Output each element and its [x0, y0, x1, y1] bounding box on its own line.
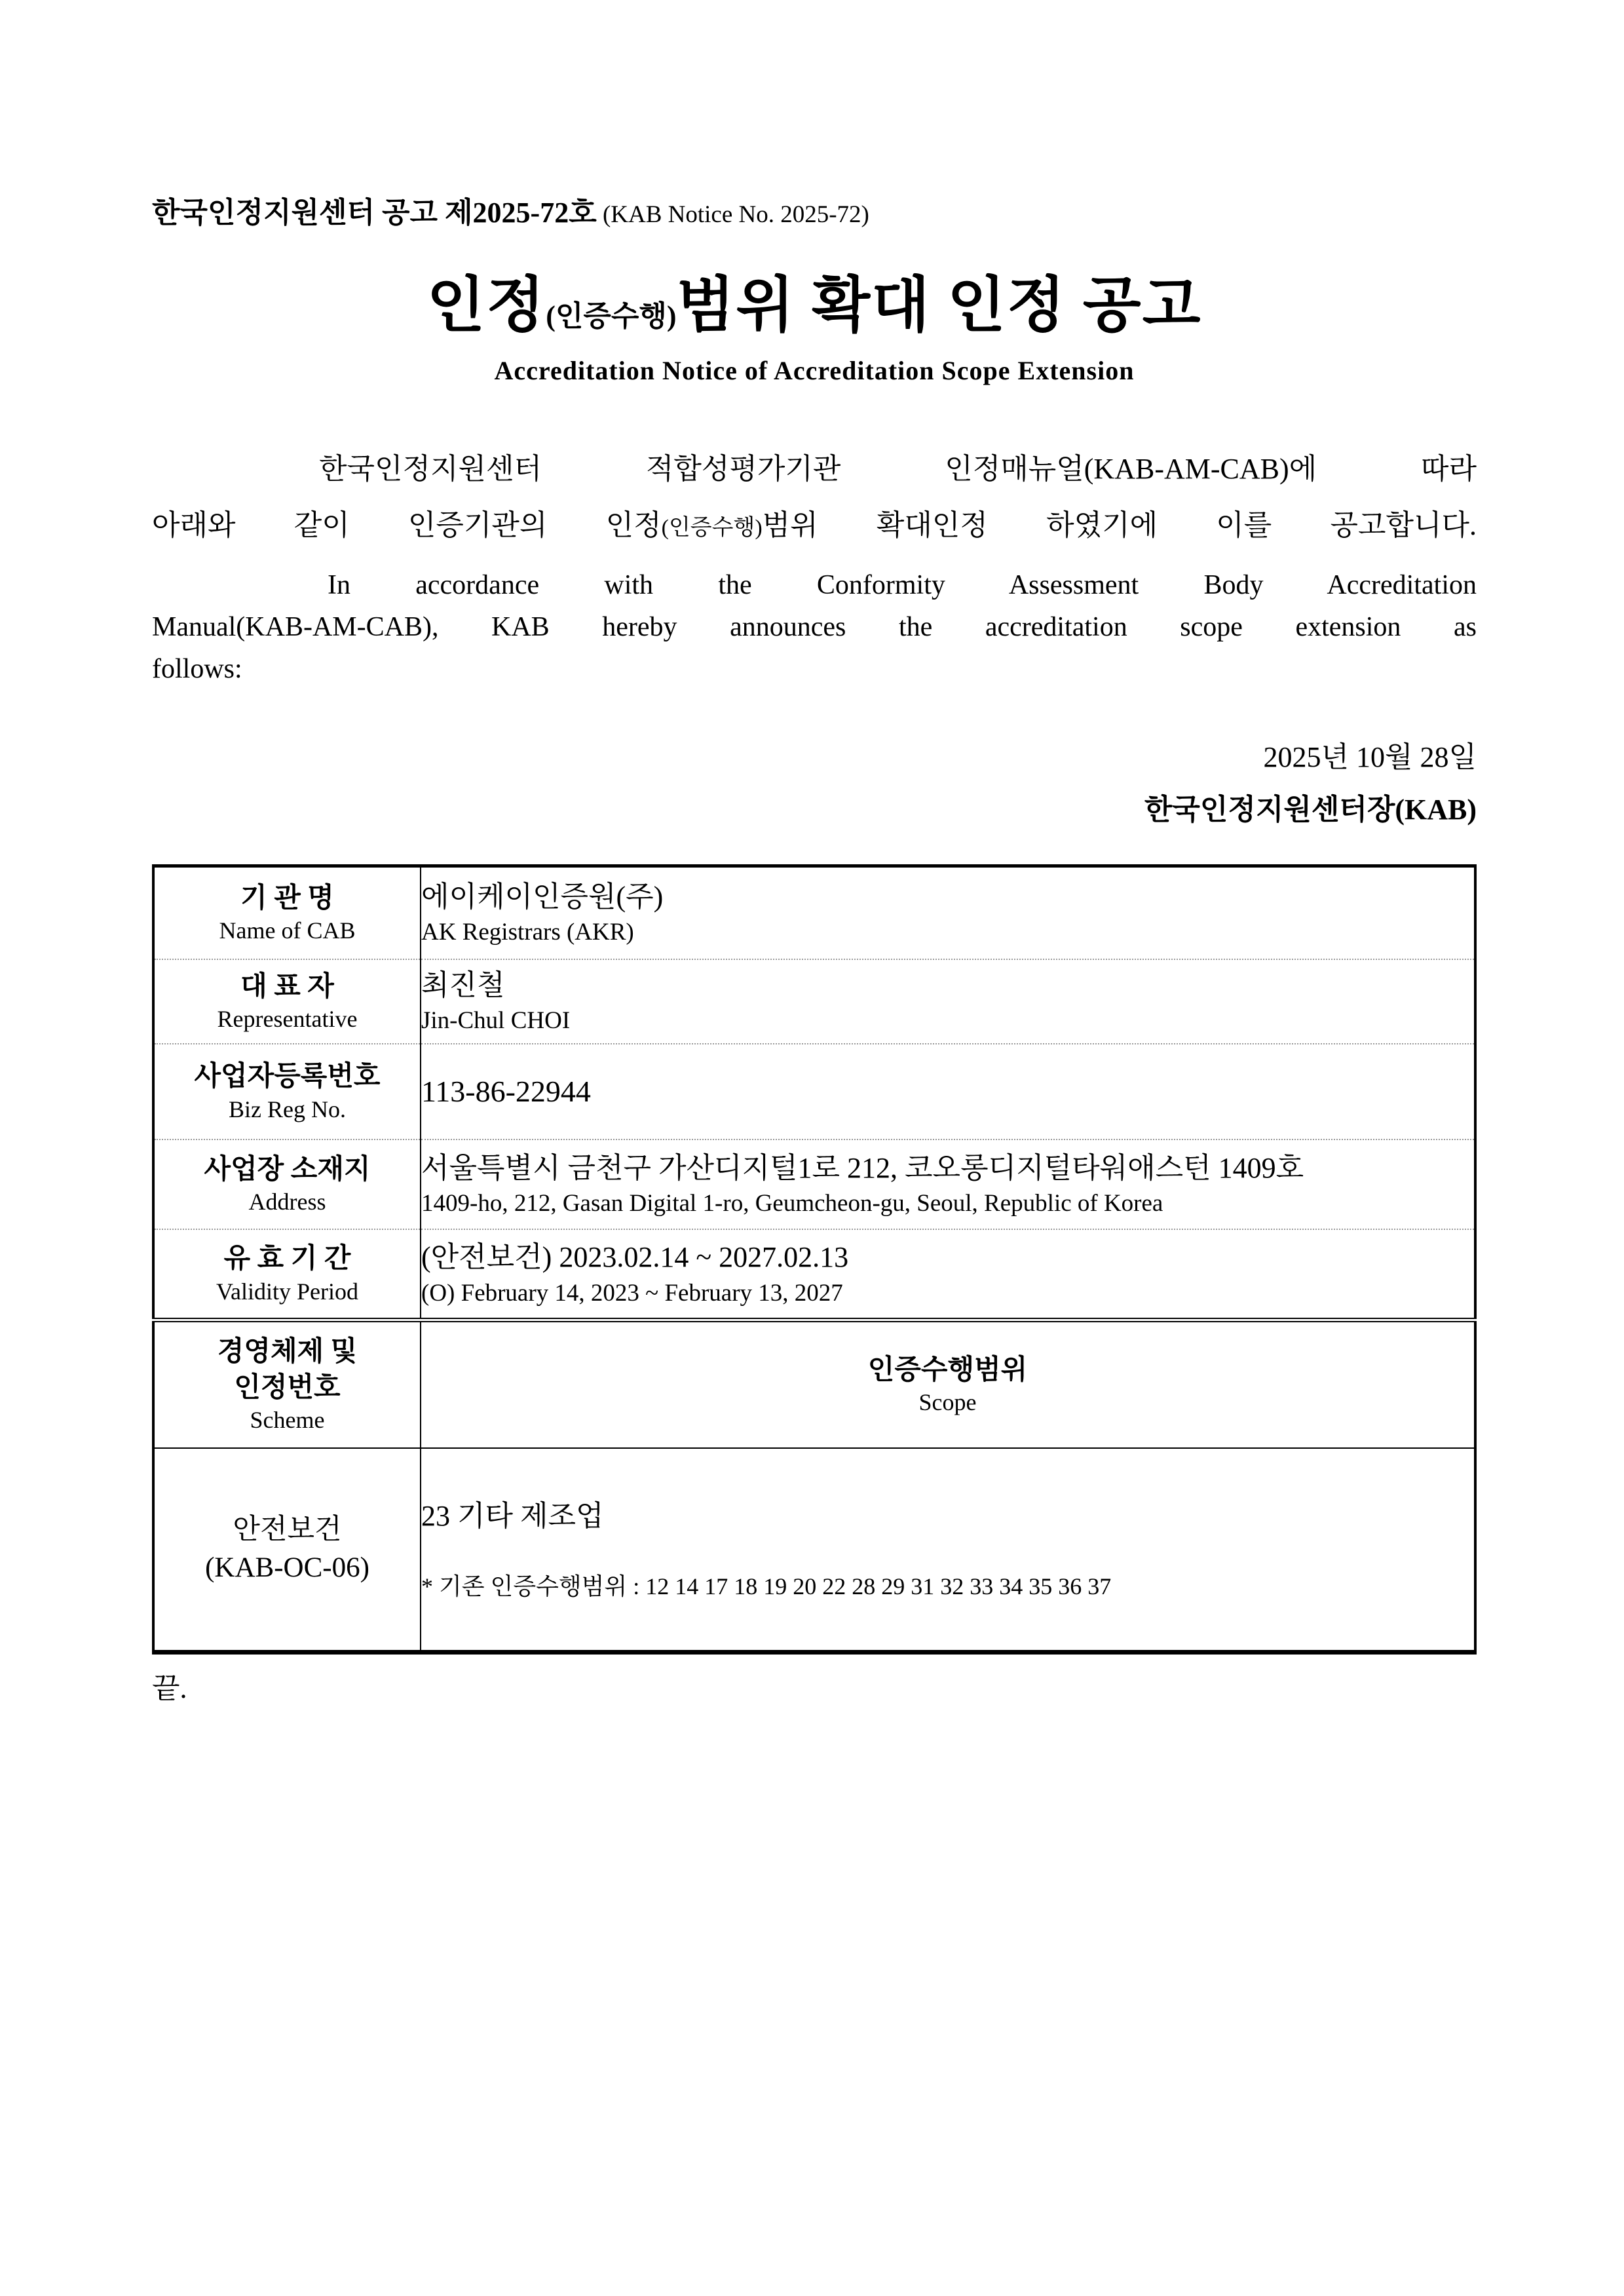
label-scheme-english: Scheme: [250, 1407, 325, 1434]
label-biz-reg-no-english: Biz Reg No.: [229, 1096, 346, 1122]
notice-date: 2025년 10월 28일: [1263, 740, 1477, 773]
value-biz-reg-no: [421, 1044, 1475, 1139]
address-english: 1409-ho, 212, Gasan Digital 1-ro, Geumcheon-gu, Seoul, Republic of Korea: [421, 1190, 1163, 1217]
korean-line2-text: 아래와 같이 인증기관의 인정: [152, 508, 662, 541]
body-paragraph-english: [152, 564, 1477, 690]
value-name-of-cab: [421, 866, 1475, 959]
label-scheme-korean-line2: 인정번호: [234, 1372, 341, 1403]
scope-header-english: Scope: [918, 1389, 977, 1416]
document-title: [152, 271, 1477, 341]
table-row-name-of-cab: [153, 866, 1475, 959]
body-paragraph-korean: [152, 441, 1477, 556]
korean-paragraph-line-1: 한국인정지원센터 적합성평가기관 인정매뉴얼(KAB-AM-CAB)에 따라: [319, 452, 1477, 485]
table-row-representative: [153, 959, 1475, 1044]
label-name-of-cab: [153, 866, 421, 959]
scheme-name-korean: 안전보건: [233, 1514, 342, 1546]
label-biz-reg-no: [153, 1044, 421, 1139]
document-content: [152, 189, 1477, 1706]
table-row-ohs-scope: [153, 1448, 1475, 1653]
cab-name-english: AK Registrars (AKR): [421, 919, 634, 946]
table-row-biz-reg-no: [153, 1044, 1475, 1139]
label-name-of-cab-english: Name of CAB: [219, 917, 356, 944]
label-ohs-scheme: [153, 1448, 421, 1653]
title-part-2: 범위 확대 인정 공고: [676, 272, 1202, 339]
label-validity-english: Validity Period: [216, 1278, 358, 1305]
header-scope: [421, 1320, 1475, 1448]
label-representative: [153, 959, 421, 1044]
label-biz-reg-no-korean: 사업자등록번호: [194, 1062, 381, 1092]
address-korean: 서울특별시 금천구 가산디지털1로 212, 코오롱디지털타워애스턴 1409호: [421, 1151, 1304, 1184]
label-address-english: Address: [248, 1189, 326, 1215]
validity-period-korean: (안전보건) 2023.02.14 ~ 2027.02.13: [421, 1241, 849, 1274]
label-address-korean: 사업장 소재지: [204, 1154, 371, 1185]
label-scheme: [153, 1320, 421, 1448]
value-address: [421, 1139, 1475, 1229]
korean-paragraph-line-2: [152, 497, 1477, 556]
label-representative-english: Representative: [217, 1006, 358, 1033]
value-ohs-scope: [421, 1448, 1475, 1653]
biz-reg-number: 113-86-22944: [421, 1074, 591, 1108]
representative-name-english: Jin-Chul CHOI: [421, 1007, 571, 1035]
cab-name-korean: 에이케이인증원(주): [421, 880, 664, 913]
document-subtitle-english: Accreditation Notice of Accreditation Scope Extension: [494, 355, 1135, 385]
table-row-scheme-header: [153, 1320, 1475, 1448]
notice-number-english: (KAB Notice No. 2025-72): [596, 201, 869, 228]
table-row-validity-period: [153, 1229, 1475, 1320]
label-validity-korean: 유 효 기 간: [223, 1244, 351, 1274]
value-validity-period: [421, 1229, 1475, 1320]
issuing-authority: 한국인정지원센터장(KAB): [1144, 793, 1477, 826]
value-representative: [421, 959, 1475, 1044]
korean-line2-small-annotation: (인증수행): [661, 515, 763, 540]
label-validity-period: [153, 1229, 421, 1320]
title-part-1: 인정: [426, 272, 546, 339]
notice-number-line: [152, 189, 1477, 231]
notice-number-korean: 한국인정지원센터 공고 제2025-72호: [152, 197, 597, 229]
end-mark: 끝.: [152, 1672, 187, 1704]
scope-header-korean: 인증수행범위: [867, 1354, 1028, 1385]
existing-scope-note: * 기존 인증수행범위 : 12 14 17 18 19 20 22 28 29 31 32 33 34 35 36 37: [421, 1573, 1112, 1600]
label-name-of-cab-korean: 기 관 명: [240, 883, 334, 913]
label-address: [153, 1139, 421, 1229]
scheme-accreditation-number: (KAB-OC-06): [205, 1552, 369, 1584]
english-paragraph-line-2: Manual(KAB-AM-CAB), KAB hereby announces the accreditation scope extension as: [152, 611, 1477, 642]
representative-name-korean: 최진철: [421, 968, 505, 1001]
label-scheme-korean-line1: 경영체제 및: [217, 1337, 358, 1368]
korean-line2-text-end: 범위 확대인정 하였기에 이를 공고합니다.: [762, 508, 1477, 541]
title-small-annotation: (인증수행): [546, 300, 677, 332]
validity-period-english: (O) February 14, 2023 ~ February 13, 2027: [421, 1279, 843, 1307]
english-paragraph-line-3: follows:: [152, 653, 242, 684]
english-paragraph-line-1: In accordance with the Conformity Assessment Body Accreditation: [328, 569, 1477, 600]
extended-scope-item: 23 기타 제조업: [421, 1500, 604, 1533]
cab-information-table: [152, 864, 1477, 1655]
table-row-address: [153, 1139, 1475, 1229]
label-representative-korean: 대 표 자: [240, 971, 334, 1002]
